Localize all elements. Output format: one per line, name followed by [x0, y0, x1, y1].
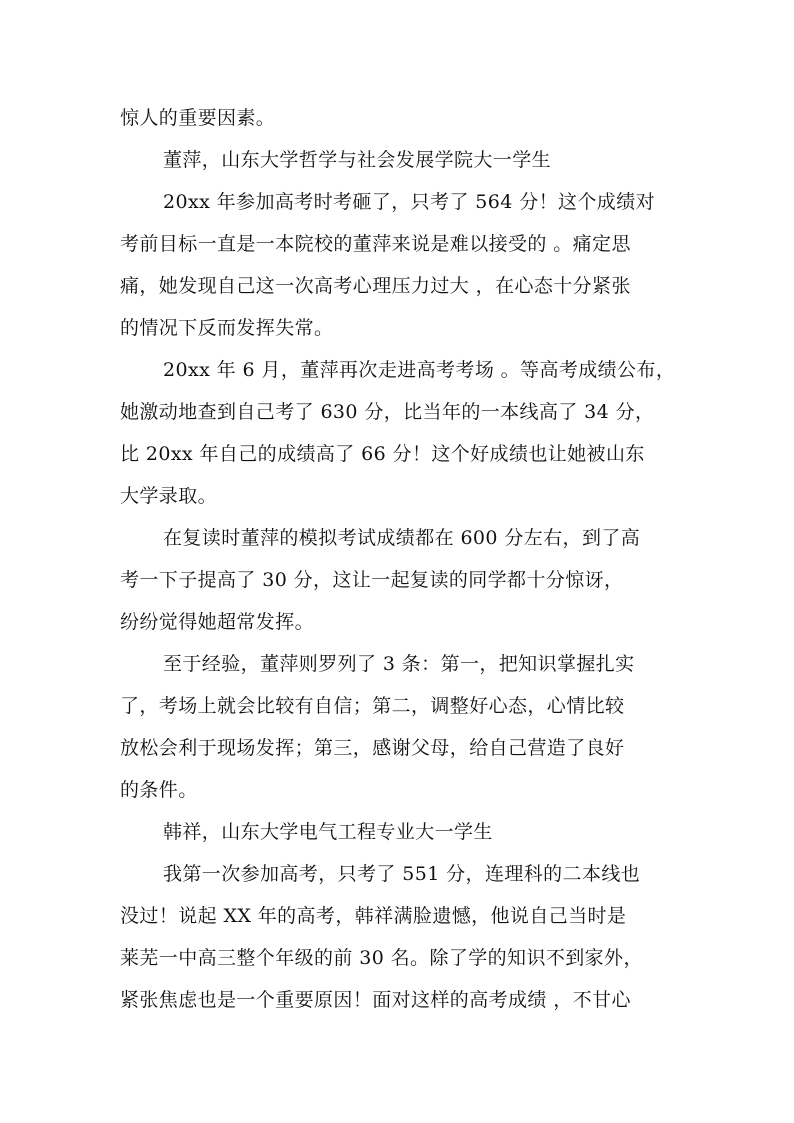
text-line: 了，考场上就会比较有自信；第二，调整好心态，心情比较 [120, 695, 625, 717]
text-line: 纷纷觉得她超常发挥。 [120, 611, 315, 633]
text-line: 她激动地查到自己考了 630 分，比当年的一本线高了 34 分， [120, 401, 655, 423]
text-line: 大学录取。 [120, 485, 218, 507]
text-line: 我第一次参加高考，只考了 551 分，连理科的二本线也 [163, 863, 641, 885]
section-heading-han-xiang: 韩祥，山东大学电气工程专业大一学生 [163, 821, 493, 843]
text-line: 紧张焦虑也是一个重要原因！面对这样的高考成绩 ，不甘心 [120, 989, 631, 1011]
text-line: 20xx 年 6 月，董萍再次走进高考考场 。等高考成绩公布， [163, 359, 676, 381]
text-line: 的情况下反而发挥失常。 [120, 317, 334, 339]
text-line: 没过！说起 XX 年的高考，韩祥满脸遗憾，他说自己当时是 [120, 905, 627, 927]
text-line: 的条件。 [120, 779, 198, 801]
text-line: 惊人的重要因素。 [120, 107, 276, 129]
text-line: 在复读时董萍的模拟考试成绩都在 600 分左右，到了高 [163, 527, 641, 549]
text-line: 20xx 年参加高考时考砸了，只考了 564 分！这个成绩对 [163, 191, 655, 213]
text-line: 痛，她发现自己这一次高考心理压力过大 ，在心态十分紧张 [120, 275, 631, 297]
text-line: 放松会利于现场发挥；第三，感谢父母，给自己营造了良好 [120, 737, 625, 759]
text-line: 考一下子提高了 30 分，这让一起复读的同学都十分惊讶， [120, 569, 624, 591]
text-line: 比 20xx 年自己的成绩高了 66 分！这个好成绩也让她被山东 [120, 443, 645, 465]
section-heading-dong-ping: 董萍，山东大学哲学与社会发展学院大一学生 [163, 149, 552, 171]
text-line: 至于经验，董萍则罗列了 3 条：第一，把知识掌握扎实 [163, 653, 635, 675]
text-line: 考前目标一直是一本院校的董萍来说是难以接受的 。痛定思 [120, 233, 631, 255]
text-line: 莱芜一中高三整个年级的前 30 名。除了学的知识不到家外， [120, 947, 643, 969]
